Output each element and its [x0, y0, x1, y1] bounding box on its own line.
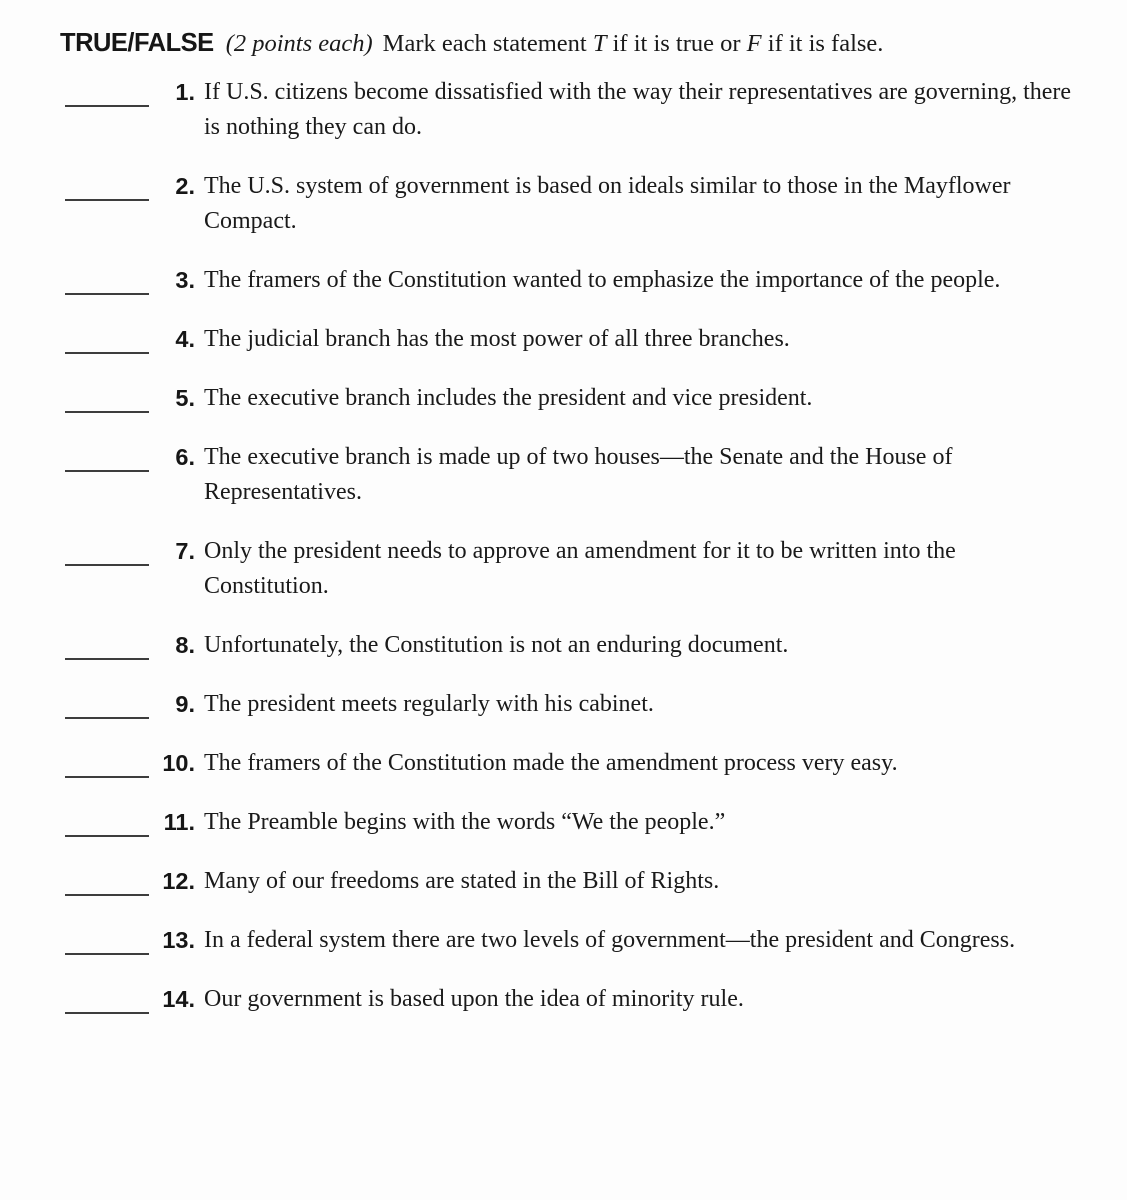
- instruction-text: Mark each statement T if it is true or F if it is false.: [382, 30, 884, 57]
- question-number-14: 14.: [162, 986, 195, 1012]
- question-row-1: [60, 75, 1087, 145]
- question-row-2: [60, 169, 1087, 239]
- answer-blank-10[interactable]: [65, 746, 149, 778]
- question-row-13: [60, 923, 1087, 958]
- question-text-4: The judicial branch has the most power of all three branches.: [204, 326, 790, 352]
- answer-blank-14[interactable]: [65, 982, 149, 1014]
- question-row-14: [60, 982, 1087, 1017]
- section-title: TRUE/FALSE: [60, 29, 214, 57]
- question-number-1: 1.: [175, 79, 195, 105]
- question-number-11: 11.: [163, 809, 195, 835]
- question-text-6: The executive branch is made up of two houses—the Senate and the House of Representatives.: [204, 444, 953, 505]
- question-row-11: [60, 805, 1087, 840]
- question-text-7: Only the president needs to approve an amendment for it to be written into the Constitution.: [204, 538, 956, 599]
- question-number-8: 8.: [175, 632, 195, 658]
- question-number-10: 10.: [162, 750, 195, 776]
- question-number-12: 12.: [162, 868, 195, 894]
- question-number-5: 5.: [175, 385, 195, 411]
- question-text-9: The president meets regularly with his cabinet.: [204, 691, 654, 717]
- question-number-4: 4.: [175, 326, 195, 352]
- question-number-3: 3.: [175, 267, 195, 293]
- question-list: [60, 75, 1087, 1017]
- question-row-7: [60, 534, 1087, 604]
- question-text-2: The U.S. system of government is based on ideals similar to those in the Mayflower Compact.: [204, 173, 1011, 234]
- question-text-1: If U.S. citizens become dissatisfied with the way their representatives are governing, there is nothing they can do.: [204, 79, 1072, 140]
- question-text-13: In a federal system there are two levels of government—the president and Congress.: [204, 927, 1016, 953]
- answer-blank-5[interactable]: [65, 381, 149, 413]
- question-text-11: The Preamble begins with the words “We the people.”: [204, 809, 726, 835]
- question-number-7: 7.: [175, 538, 195, 564]
- question-number-13: 13.: [162, 927, 195, 953]
- answer-blank-7[interactable]: [65, 534, 149, 566]
- question-text-14: Our government is based upon the idea of minority rule.: [204, 986, 744, 1012]
- section-header: [60, 26, 1087, 61]
- question-number-6: 6.: [175, 444, 195, 470]
- question-text-5: The executive branch includes the president and vice president.: [204, 385, 813, 411]
- question-row-3: [60, 263, 1087, 298]
- question-row-12: [60, 864, 1087, 899]
- question-row-6: [60, 440, 1087, 510]
- answer-blank-3[interactable]: [65, 263, 149, 295]
- question-text-8: Unfortunately, the Constitution is not an enduring document.: [204, 632, 789, 658]
- answer-blank-1[interactable]: [65, 75, 149, 107]
- points-note: (2 points each): [225, 30, 373, 57]
- question-row-8: [60, 628, 1087, 663]
- answer-blank-8[interactable]: [65, 628, 149, 660]
- question-row-5: [60, 381, 1087, 416]
- answer-blank-6[interactable]: [65, 440, 149, 472]
- answer-blank-12[interactable]: [65, 864, 149, 896]
- answer-blank-2[interactable]: [65, 169, 149, 201]
- question-row-4: [60, 322, 1087, 357]
- question-row-10: [60, 746, 1087, 781]
- question-text-12: Many of our freedoms are stated in the Bill of Rights.: [204, 868, 720, 894]
- answer-blank-13[interactable]: [65, 923, 149, 955]
- question-text-10: The framers of the Constitution made the amendment process very easy.: [204, 750, 898, 776]
- question-text-3: The framers of the Constitution wanted to emphasize the importance of the people.: [204, 267, 1001, 293]
- question-number-9: 9.: [175, 691, 195, 717]
- question-row-9: [60, 687, 1087, 722]
- question-number-2: 2.: [175, 173, 195, 199]
- answer-blank-11[interactable]: [65, 805, 149, 837]
- answer-blank-9[interactable]: [65, 687, 149, 719]
- answer-blank-4[interactable]: [65, 322, 149, 354]
